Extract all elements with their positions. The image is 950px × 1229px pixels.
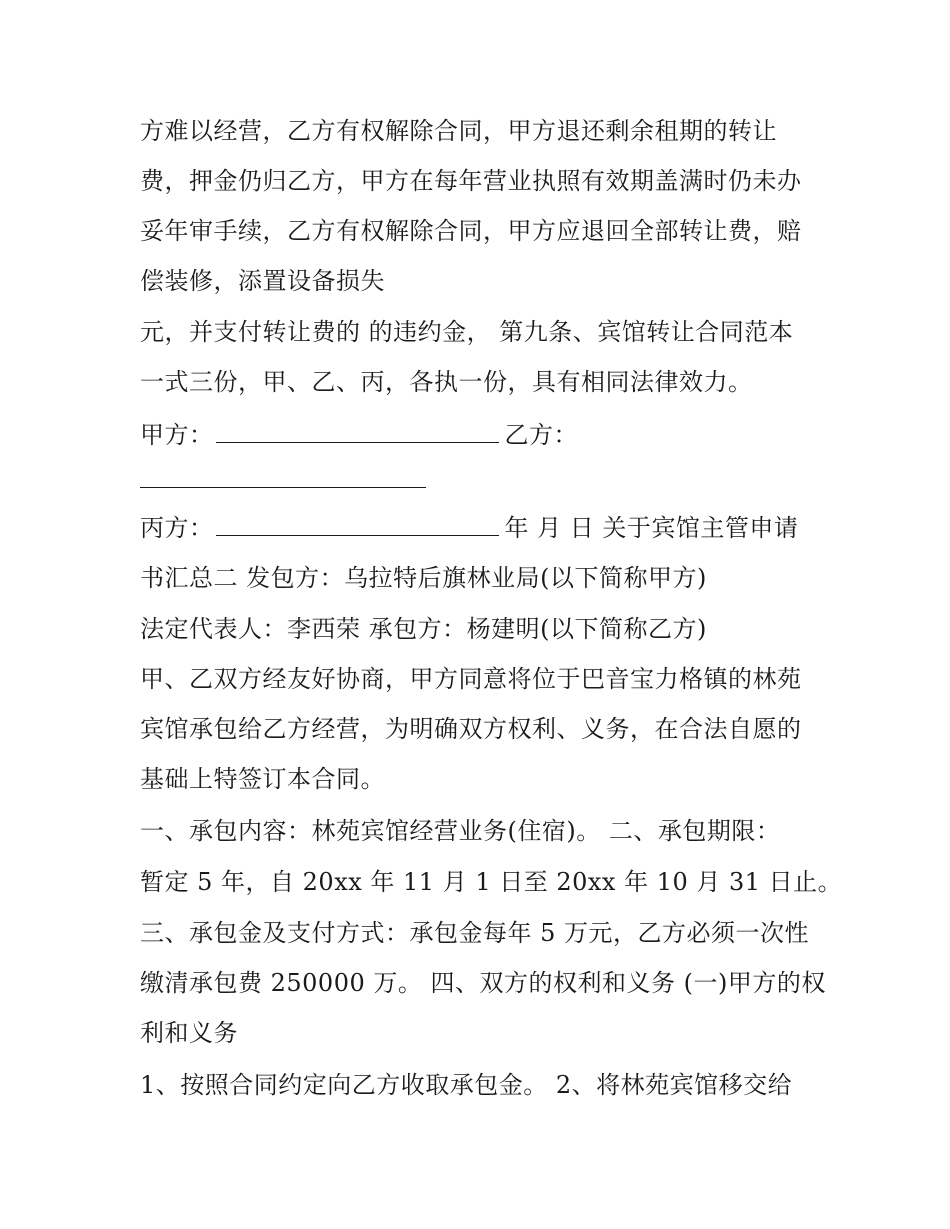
paragraph-line: 妥年审手续，乙方有权解除合同，甲方应退回全部转让费，赔 xyxy=(140,217,802,245)
paragraph-line: 利和义务 xyxy=(140,1019,238,1047)
paragraph-line: 费，押金仍归乙方，甲方在每年营业执照有效期盖满时仍未办 xyxy=(140,167,802,195)
signature-line-parties-ab xyxy=(140,418,820,452)
paragraph-line: 书汇总二 发包方：乌拉特后旗林业局(以下简称甲方) xyxy=(140,564,707,592)
party-a-signature-blank xyxy=(216,418,499,443)
party-a-label: 甲方： xyxy=(140,421,214,449)
date-and-heading-text: 年 月 日 关于宾馆主管申请 xyxy=(504,514,799,542)
paragraph-line: 法定代表人：李西荣 承包方：杨建明(以下简称乙方) xyxy=(140,615,707,643)
paragraph-line: 一、承包内容：林苑宾馆经营业务(住宿)。 二、承包期限： xyxy=(140,817,781,845)
party-b-signature-blank xyxy=(140,487,426,488)
paragraph-line: 暂定 5 年，自 20xx 年 11 月 1 日至 20xx 年 10 月 31 日止。 xyxy=(140,868,843,896)
paragraph-line: 元，并支付转让费的 的违约金， 第九条、宾馆转让合同范本 xyxy=(140,318,794,346)
signature-line-party-c xyxy=(140,511,820,545)
party-c-label: 丙方： xyxy=(140,514,214,542)
paragraph-line: 偿装修，添置设备损失 xyxy=(140,267,385,295)
paragraph-line: 基础上特签订本合同。 xyxy=(140,765,385,793)
paragraph-line: 1、按照合同约定向乙方收取承包金。 2、将林苑宾馆移交给 xyxy=(140,1071,793,1099)
paragraph-line: 甲、乙双方经友好协商，甲方同意将位于巴音宝力格镇的林苑 xyxy=(140,665,802,693)
paragraph-line: 宾馆承包给乙方经营，为明确双方权利、义务，在合法自愿的 xyxy=(140,715,802,743)
party-b-label: 乙方： xyxy=(504,421,578,449)
paragraph-line: 方难以经营，乙方有权解除合同，甲方退还剩余租期的转让 xyxy=(140,117,777,145)
paragraph-line: 一式三份，甲、乙、丙，各执一份，具有相同法律效力。 xyxy=(140,368,753,396)
paragraph-line: 缴清承包费 250000 万。 四、双方的权利和义务 (一)甲方的权 xyxy=(140,969,826,997)
party-c-signature-blank xyxy=(216,511,499,536)
paragraph-line: 三、承包金及支付方式：承包金每年 5 万元，乙方必须一次性 xyxy=(140,919,810,947)
